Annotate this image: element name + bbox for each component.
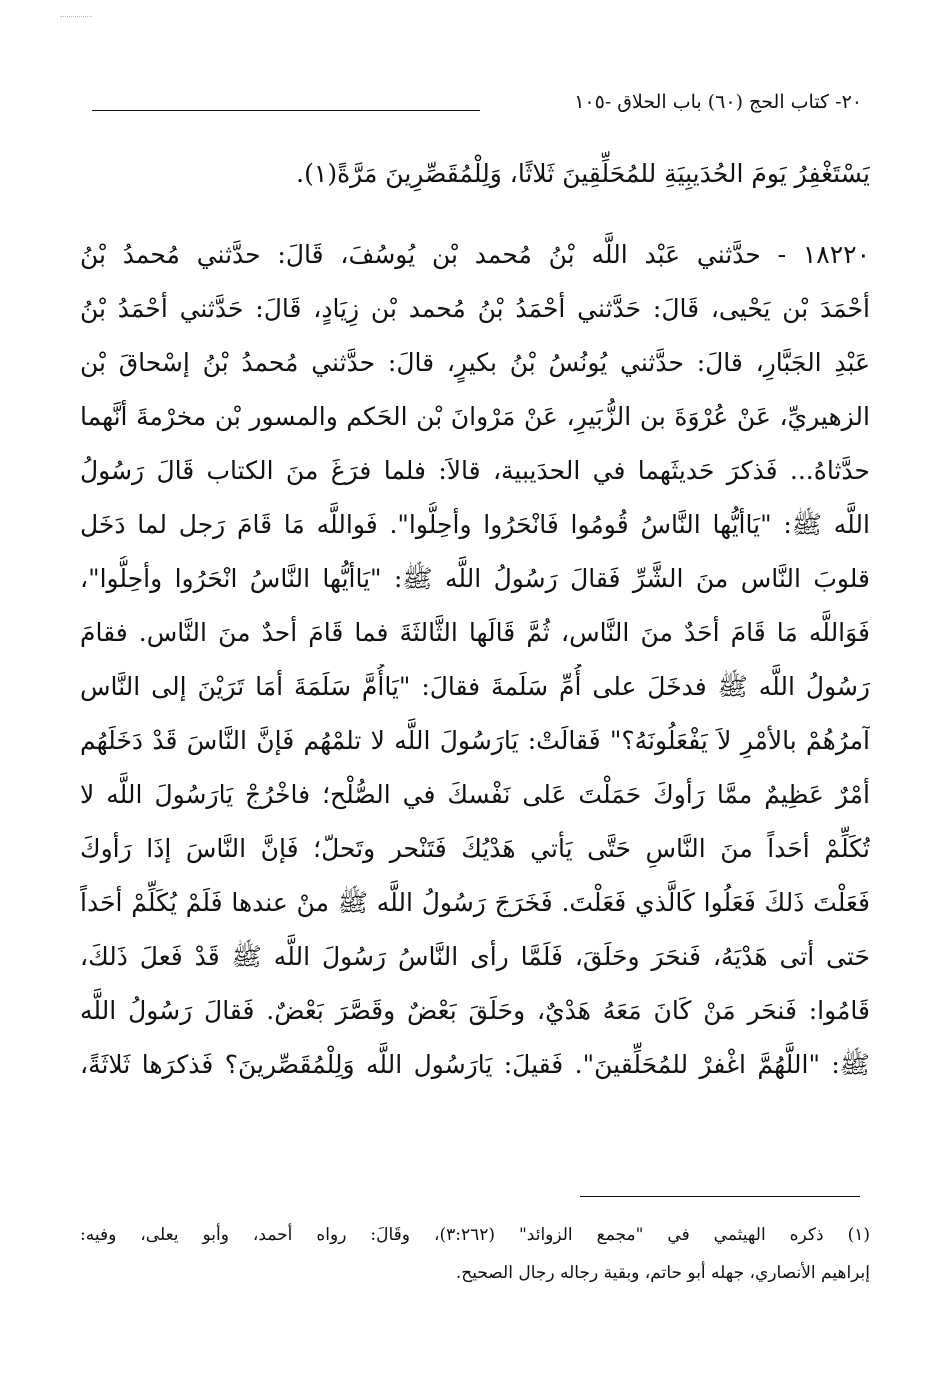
text-line: آمرُهُمْ بالأمْرِ لاَ يَفْعَلُونَهُ؟" فَقالَتْ: يَارَسُولَ اللَّه لا تلمْهُم فَإنَّ النَّاسَ قَدْ دَخَلَهُم <box>80 726 870 755</box>
text-line: أمْرٌ عَظِيمٌ ممَّا رَأوكَ حَمَلْتَ عَلى نَفْسكَ في الصُّلْح؛ فاخْرُجْ يَارَسُولَ اللَّه لا <box>80 780 870 809</box>
footnote-line: إبراهيم الأنصاري، جهله أبو حاتم، وبقية رجاله رجال الصحيح. <box>455 1263 870 1283</box>
text-line: فَوَاللَّه مَا قَامَ أحَدٌ منَ النَّاس، ثُمَّ قَالَها الثَّالثَةَ فما قَامَ أحدٌ منَ النَّاس. فقامَ <box>80 618 870 647</box>
text-line: قَامُوا: فَنحَر مَنْ كَانَ مَعَهُ هَدْيٌ، وحَلَقَ بَعْضٌ وقَصَّرَ بَعْضٌ. فَقالَ رَسُولُ اللَّه <box>80 996 870 1025</box>
text-line: اللَّه ﷺ: "يَاأيُّها النَّاسُ قُومُوا فَانْحَرُوا وأحِلُّوا". فَواللَّه مَا قَامَ رَجل لما دَخَل <box>80 510 870 539</box>
text-line: تُكَلِّمْ أحَداً منَ النَّاسِ حَتَّى يَأتي هَدْيُكَ فَتَنْحر وتَحلّ؛ فَإنَّ النَّاسَ إذَا رَأوكَ <box>80 834 870 863</box>
text-line: رَسُولُ اللَّه ﷺ فدخَلَ على أُمِّ سَلَمةَ فقالَ: "يَاأُمَّ سَلَمَةَ أمَا تَرَيْنَ إلى النَّاس <box>80 672 870 701</box>
footnote-separator <box>580 1196 860 1197</box>
running-header <box>92 88 862 120</box>
text-line: قلوبَ النَّاس منَ الشَّرِّ فَقالَ رَسُولُ اللَّه ﷺ: "يَاأيُّها النَّاسُ انْحَرُوا وأحِلُّوا"، <box>80 564 870 593</box>
text-line: فَعَلْتَ ذَلكَ فَعَلُوا كَالَّذي فَعَلْتَ. فَخَرَجَ رَسُولُ اللَّه ﷺ منْ عندها فَلَمْ يُكَلِّمْ أحَداً <box>80 888 870 917</box>
header-rule <box>92 110 480 111</box>
text-line: أحْمَدَ بْن يَحْيى، قَالَ: حَدَّثني أحْمَدُ بْنُ مُحمد بْن زِيَادٍ، قَالَ: حَدَّثني أحْمَدُ بْنُ <box>80 294 870 323</box>
text-line: حَتى أتى هَدْيَهُ، فَنحَرَ وحَلَقَ، فَلَمَّا رأى النَّاسُ رَسُولَ اللَّه ﷺ قَدْ فَعلَ ذَلكَ، <box>80 942 870 971</box>
footnote-line: (١) ذكره الهيثمي في "مجمع الزوائد" (٣:٢٦٢)، وقَالَ: رواه أحمد، وأبو يعلى، وفيه: <box>80 1225 870 1245</box>
text-line: الزهيريِّ، عَنْ عُرْوَةَ بن الزُّبَيرِ، عَنْ مَرْوانَ بْن الحَكم والمسور بْن مخرْمةَ أنَّهما <box>80 402 870 431</box>
text-line: عَبْدِ الجَبَّارِ، قالَ: حدَّثني يُونُسُ بْنُ بكيرٍ، قالَ: حدَّثني مُحمدُ بْنُ إسْحاقَ بْن <box>80 348 870 377</box>
text-line: ﷺ: "اللَّهُمَّ اغْفرْ للمُحَلِّقينَ". فَقيلَ: يَارَسُول اللَّه وَلِلْمُقَصِّرينَ؟ فَذكرَها ثَلاثَةً، <box>80 1050 870 1079</box>
hadith-number-line: ١٨٢٢٠ - حدَّثني عَبْد اللَّه بْنُ مُحمد بْن يُوسُفَ، قَالَ: حدَّثني مُحمدُ بْنُ <box>80 240 870 269</box>
text-line: حدَّثاهُ... فَذكرَ حَديثَهما في الحدَيبية، قالاَ: فلما فرَغَ منَ الكتاب قَالَ رَسُولُ <box>80 456 870 485</box>
scan-artifact <box>60 16 92 17</box>
text-line: يَسْتَغْفِرُ يَومَ الحُدَيبِيَةِ للمُحَلِّقِينَ ثَلاثًا، وَلِلْمُقَصِّرِينَ مَرَّةً(١). <box>296 159 870 188</box>
header-title: ٢٠- كتاب الحج (٦٠) باب الحلاق -١٠٥ <box>574 91 862 113</box>
